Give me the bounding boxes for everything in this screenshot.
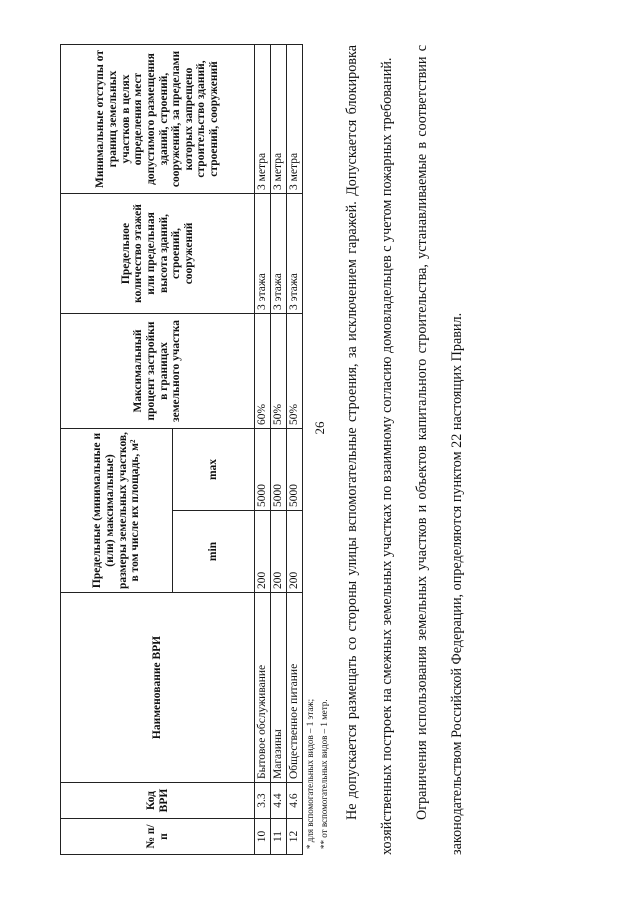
cell-floors: 3 этажа: [255, 193, 271, 313]
header-area-min: min: [173, 511, 255, 593]
cell-code: 4.4: [271, 783, 287, 819]
paragraph-restrictions: Ограничения использования земельных участков и объектов капитального строительства, устанавливаемые в соответствии с законодательством Российской Федерации, определяются пунктом 22 настоящих Правил.: [414, 45, 466, 855]
footnote: ** от вспомогательных видов – 1 метр.: [319, 699, 330, 849]
cell-min: 200: [271, 511, 287, 593]
table-row: [271, 44, 287, 854]
cell-num: 10: [255, 819, 271, 855]
cell-name: Магазины: [271, 593, 287, 783]
header-setback: Минимальные отступы от границ земельных участков в целях определения мест допустимого размещения зданий, строений, сооружений, за пределами которых запрещено строительство зданий, строений, сооружений: [61, 44, 255, 193]
cell-name: Бытовое обслуживание: [255, 593, 271, 783]
cell-name: Общественное питание: [287, 593, 303, 783]
header-area-max: max: [173, 428, 255, 510]
table-row: [255, 44, 271, 854]
header-percent: Максимальный процент застройки в границах земельного участка: [61, 313, 255, 428]
header-code: Код ВРИ: [61, 783, 255, 819]
cell-setback: 3 метра: [271, 44, 287, 193]
cell-min: 200: [287, 511, 303, 593]
cell-percent: 50%: [287, 313, 303, 428]
cell-percent: 60%: [255, 313, 271, 428]
header-area: Предельные (минимальные и (или) максимальные) размеры земельных участков, в том числе их площадь, м²: [61, 428, 173, 592]
header-name: Наименование ВРИ: [61, 593, 255, 783]
cell-floors: 3 этажа: [287, 193, 303, 313]
cell-num: 11: [271, 819, 287, 855]
page-number: 26: [312, 421, 327, 435]
cell-code: 4.6: [287, 783, 303, 819]
cell-max: 5000: [287, 428, 303, 510]
paragraph-outbuildings: Не допускается размещать со стороны улицы вспомогательные строения, за исключением гаражей. Допускается блокировка хозяйственных построек на смежных земельных участках по взаимному согласию домовладельцев с учетом пожарных требований.: [344, 45, 396, 855]
zoning-parameters-table: [60, 44, 303, 855]
footnote: * для вспомогательных видов – 1 этаж;: [305, 698, 315, 849]
cell-min: 200: [255, 511, 271, 593]
cell-code: 3.3: [255, 783, 271, 819]
table-row: [287, 44, 303, 854]
header-floors: Предельное количество этажей или предельная высота зданий, строений, сооружений: [61, 193, 255, 313]
cell-max: 5000: [271, 428, 287, 510]
header-num: № п/п: [61, 819, 255, 855]
cell-max: 5000: [255, 428, 271, 510]
cell-floors: 3 этажа: [271, 193, 287, 313]
rotated-content: [60, 45, 640, 855]
cell-setback: 3 метра: [287, 44, 303, 193]
cell-setback: 3 метра: [255, 44, 271, 193]
cell-num: 12: [287, 819, 303, 855]
cell-percent: 50%: [271, 313, 287, 428]
